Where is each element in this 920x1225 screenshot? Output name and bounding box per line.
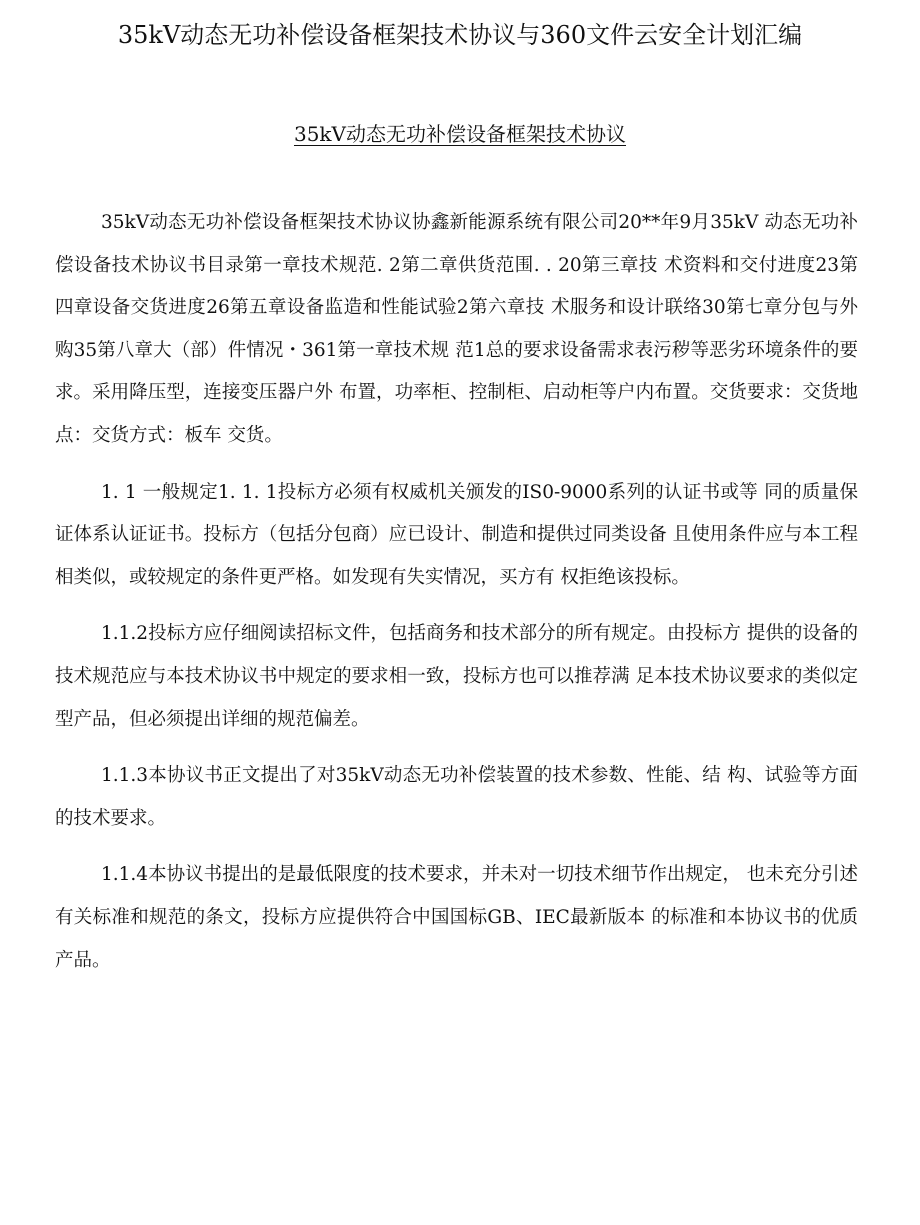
paragraph-1-1-4: 1.1.4本协议书提出的是最低限度的技术要求，并未对一切技术细节作出规定， 也未充分引述有关标准和规范的条文，投标方应提供符合中国国标GB、IEC最新版本 的标准和本协议书的优质产品。	[55, 864, 858, 971]
paragraph-1-1-2: 1.1.2投标方应仔细阅读招标文件，包括商务和技术部分的所有规定。由投标方 提供的设备的技术规范应与本技术协议书中规定的要求相一致，投标方也可以推荐满 足本技术协议要求的类似定型产品，但必须提出详细的规范偏差。	[55, 623, 858, 730]
paragraph-1-1-3: 1.1.3本协议书正文提出了对35kV动态无功补偿装置的技术参数、性能、结 构、试验等方面的技术要求。	[55, 765, 858, 829]
section-title-text: 35kV动态无功补偿设备框架技术协议	[293, 122, 626, 146]
paragraph-intro: 35kV动态无功补偿设备框架技术协议协鑫新能源系统有限公司20**年9月35kV 动态无功补偿设备技术协议书目录第一章技术规范. 2第二章供货范围. . 20第三章技 术资料和交付进度23第四章设备交货进度26第五章设备监造和性能试验2第六章技 术服务和设计联络30第七章分包与外购35第八章大（部）件情况・361第一章技术规 范1总的要求设备需求表污秽等恶劣环境条件的要求。采用降压型，连接变压器户外 布置，功率柜、控制柜、启动柜等户内布置。交货要求：交货地点：交货方式：板车 交货。	[55, 212, 858, 446]
document-title: 35kV动态无功补偿设备框架技术协议与360文件云安全计划汇编	[117, 21, 803, 49]
document-body	[55, 202, 858, 996]
section-title	[40, 118, 880, 150]
paragraph-1-1: 1. 1 一般规定1. 1. 1投标方必须有权威机关颁发的IS0-9000系列的认证书或等 同的质量保证体系认证证书。投标方（包括分包商）应已设计、制造和提供过同类设备 且使用条件应与本工程相类似，或较规定的条件更严格。如发现有失实情况，买方有 权拒绝该投标。	[55, 481, 858, 588]
